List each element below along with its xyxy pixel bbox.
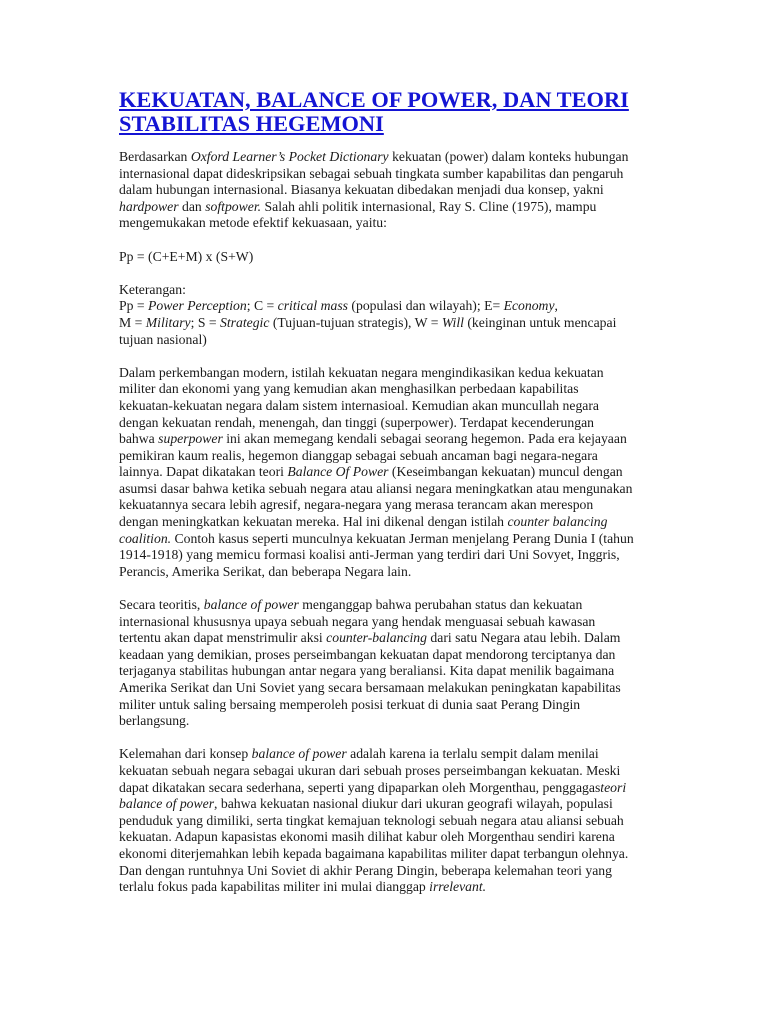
- term: irrelevant.: [429, 879, 487, 895]
- text-line: kekuatan sebuah negara sebagai ukuran dari sebuah proses perseimbangan kekuatan. Meski: [119, 762, 621, 778]
- text-run: Berdasarkan: [119, 149, 191, 164]
- text-line: [119, 464, 679, 481]
- text-run: ; S =: [190, 314, 220, 330]
- text-run: Contoh kasus seperti munculnya kekuatan Jerman menjelang Perang Dunia I (tahun: [171, 530, 634, 546]
- text-line: [119, 298, 679, 315]
- text-run: adalah karena ia terlalu sempit dalam menilai: [346, 746, 599, 762]
- text-run: (populasi dan wilayah); E=: [348, 298, 504, 314]
- text-run: ; C =: [246, 298, 278, 314]
- term-hardpower: hardpower: [119, 198, 179, 214]
- text-run: dapat dikatakan secara sederhana, seperti yang dipaparkan oleh Morgenthau, penggagas: [119, 779, 601, 795]
- text-line: militer untuk saling bersaing memperoleh posisi terkuat di dunia saat Perang Dingin: [119, 696, 581, 712]
- term: Power Perception: [148, 298, 247, 314]
- text-line: mengemukakan metode efektif kekuasaan, yaitu:: [119, 215, 387, 231]
- text-line: internasional khususnya upaya sebuah negara yang hendak menguasai sebuah kawasan: [119, 613, 596, 629]
- text-run: terlalu fokus pada kapabilitas militer ini mulai dianggap: [119, 879, 430, 895]
- term: counter-balancing: [326, 630, 427, 646]
- dictionary-title: Oxford Learner’s Pocket Dictionary: [190, 149, 389, 164]
- paragraph-legend: [119, 282, 679, 348]
- text-line: berlangsung.: [119, 713, 190, 729]
- term: Military: [145, 314, 191, 330]
- text-run: Secara teoritis,: [119, 597, 204, 613]
- text-line: [119, 597, 679, 614]
- text-line: [119, 431, 679, 448]
- text-line: tujuan nasional): [119, 331, 207, 347]
- text-run: ini akan memegang kendali sebagai seorang hegemon. Pada era kejayaan: [222, 431, 627, 447]
- text-line: [119, 630, 679, 647]
- text-line: Amerika Serikat dan Uni Soviet yang secara bersamaan melakukan peningkatan kapabilitas: [119, 680, 621, 695]
- title-line: STABILITAS HEGEMONI: [119, 111, 384, 136]
- text-line: kekuatan-kekuatan negara dalam sistem internasioal. Kemudian akan muncullah negara: [119, 397, 600, 413]
- term: coalition.: [119, 530, 172, 546]
- paragraph-modern-power: [119, 365, 679, 581]
- text-line: [119, 746, 679, 763]
- text-line: ekonomi diterjemahkan lebih kepada bagaimana kapabilitas militer dapat terbangun olehnya.: [119, 845, 629, 861]
- text-line: terjaganya stabilitas hubungan antar negara yang beraliansi. Kita dapat menilik bagaimana: [119, 663, 615, 679]
- text-run: Kelemahan dari konsep: [119, 746, 252, 762]
- text-run: dengan meningkatkan kekuatan mereka. Hal ini dikenal dengan istilah: [119, 514, 508, 530]
- text-line: [119, 514, 679, 531]
- text-line: [119, 315, 679, 332]
- text-run: (keinginan untuk mencapai: [463, 314, 617, 330]
- text-line: kekuatan. Adapun kapasistas ekonomi masih dilihat kabur oleh Morgenthau sendiri karena: [119, 829, 615, 845]
- term: Will: [441, 314, 464, 330]
- text-line: dalam hubungan internasional. Biasanya kekuatan dibedakan menjadi dua konsep, yakni: [119, 182, 604, 198]
- paragraph-intro: [119, 149, 679, 232]
- text-run: ,: [554, 298, 558, 314]
- text-line: Perancis, Amerika Serikat, dan beberapa Negara lain.: [119, 563, 412, 579]
- text-line: [119, 531, 679, 548]
- text-line: [119, 780, 679, 797]
- term: Economy: [503, 298, 555, 314]
- paragraph-weakness: [119, 746, 679, 895]
- text-line: internasional dapat dideskripsikan sebagai sebuah tingkata sumber kapabilitas dan pengaruh: [119, 165, 624, 181]
- text-run: bahwa: [119, 431, 159, 447]
- term-softpower: softpower.: [205, 198, 262, 214]
- text-run: (Tujuan-tujuan strategis), W =: [269, 314, 442, 330]
- text-run: dan: [178, 198, 206, 214]
- text-line: [119, 879, 679, 896]
- text-run: dari satu Negara atau lebih. Dalam: [427, 630, 621, 646]
- text-line: [119, 199, 679, 216]
- text-run: M =: [119, 314, 146, 330]
- text-run: lainnya. Dapat dikatakan teori: [119, 464, 288, 480]
- text-run: tertentu akan dapat menstrimulir aksi: [119, 630, 327, 646]
- legend-heading: Keterangan:: [119, 281, 186, 297]
- term: teori: [600, 779, 627, 795]
- formula-text: Pp = (C+E+M) x (S+W): [119, 248, 254, 264]
- term: superpower: [158, 431, 223, 447]
- formula: [119, 249, 679, 266]
- text-line: [119, 796, 679, 813]
- text-run: Salah ahli politik internasional, Ray S. Cline (1975), mampu: [261, 198, 597, 214]
- text-line: dengan kekuatan rendah, menengah, dan tinggi (superpower). Terdapat kecenderungan: [119, 414, 594, 430]
- term: balance of power: [251, 746, 347, 762]
- term: Strategic: [220, 314, 270, 330]
- paragraph-theory: [119, 597, 679, 730]
- term: balance of power: [203, 597, 299, 613]
- text-run: kekuatan (power) dalam konteks hubungan: [388, 149, 629, 164]
- text-line: keadaan yang demikian, proses perseimbangan kekuatan dapat mendorong terciptanya dan: [119, 646, 616, 662]
- term: balance of power: [119, 796, 215, 812]
- text-line: pemikiran kaum realis, hegemon dianggap sebagai sebuah ancaman bagi negara-negara: [119, 447, 598, 463]
- term: counter balancing: [507, 514, 608, 530]
- term: critical mass: [277, 298, 348, 314]
- text-line: asumsi dasar bahwa ketika sebuah negara atau aliansi negara meningkatkan atau mengunakan: [119, 480, 633, 496]
- text-line: [119, 149, 679, 166]
- text-run: (Keseimbangan kekuatan) muncul dengan: [388, 464, 623, 480]
- text-line: Dalam perkembangan modern, istilah kekuatan negara mengindikasikan kedua kekuatan: [119, 364, 604, 380]
- text-run: , bahwa kekuatan nasional diukur dari ukuran geografi wilayah, populasi: [214, 796, 613, 812]
- text-line: kekuatannya secara lebih agresif, negara-negara yang merasa terancam akan merespon: [119, 497, 594, 513]
- text-run: Pp =: [119, 298, 149, 314]
- text-run: menganggap bahwa perubahan status dan kekuatan: [298, 597, 583, 613]
- text-line: penduduk yang dimiliki, serta tingkat kemajuan teknologi sebuah negara atau aliansi sebuah: [119, 812, 624, 828]
- text-line: Dan dengan runtuhnya Uni Soviet di akhir Perang Dingin, beberapa kelemahan teori yang: [119, 862, 612, 878]
- term: Balance Of Power: [287, 464, 389, 480]
- article-title: [119, 88, 679, 136]
- article-body: [119, 149, 679, 896]
- title-line: KEKUATAN, BALANCE OF POWER, DAN TEORI: [119, 87, 629, 112]
- text-line: 1914-1918) yang memicu formasi koalisi anti-Jerman yang terdiri dari Uni Sovyet, Inggris,: [119, 547, 620, 563]
- text-line: militer dan ekonomi yang yang kemudian akan menghasilkan perbedaan kapabilitas: [119, 381, 579, 397]
